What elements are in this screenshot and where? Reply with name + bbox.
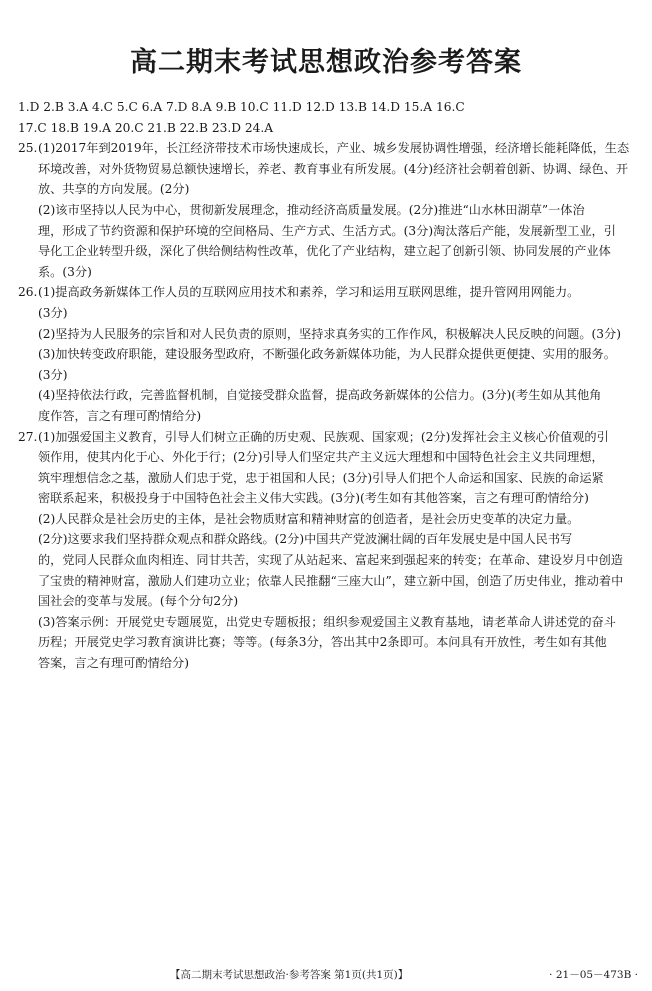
question-27-line: (2分)这要求我们坚持群众观点和群众路线。(2分)中国共产党波澜壮阔的百年发展史是中国人民书写: [38, 532, 573, 547]
page-title: 高二期末考试思想政治参考答案: [130, 47, 522, 78]
question-27-line: 筑牢理想信念之基，激励人们忠于党，忠于祖国和人民；(3分)引导人们把个人命运和国家、民族的命运紧: [38, 470, 604, 485]
question-26-line: (4)坚持依法行政，完善监督机制，自觉接受群众监督，提高政务新媒体的公信力。(3分)(考生如从其他角: [38, 388, 602, 403]
question-26-text: (1)提高政务新媒体工作人员的互联网应用技术和素养，学习和运用互联网思维，提升管网用网能力。: [38, 285, 580, 300]
question-27-line: 领作用，使其内化于心、外化于行；(2分)引导人们坚定共产主义远大理想和中国特色社会主义共同理想，: [38, 450, 604, 465]
question-26-line: (3分): [38, 305, 68, 320]
question-27-line: (2)人民群众是社会历史的主体，是社会物质财富和精神财富的创造者，是社会历史变革的决定力量。: [38, 511, 580, 526]
question-26-line: 度作答，言之有理可酌情给分): [38, 408, 202, 423]
question-27-line: 了宝贵的精神财富，激励人们建功立业；依靠人民推翻“三座大山”，建立新中国，创造了历史伟业，推动着中: [38, 573, 624, 588]
question-26-line: [18, 282, 640, 303]
question-27-line: 国社会的变革与发展。(每个分句2分): [38, 594, 239, 609]
question-27-line: (3)答案示例：开展党史专题展览，出党史专题板报；组织参观爱国主义教育基地，请老革命人讲述党的奋斗: [38, 614, 616, 629]
question-27: [18, 427, 640, 674]
question-25-line: 系。(3分): [38, 264, 92, 279]
question-25-text: (1)2017年到2019年，长江经济带技术市场快速成长，产业、城乡发展协调性增强，经济增长能耗降低，生态: [38, 141, 630, 156]
question-25-line: 环境改善，对外货物贸易总额快速增长，养老、教育事业有所发展。(4分)经济社会朝着创新、协调、绿色、开: [38, 161, 629, 176]
answer-content: [18, 97, 640, 674]
question-26-number: 26.: [18, 285, 38, 300]
footer-label: 【高二期末考试思想政治·参考答案 第1页(共1页)】: [170, 969, 409, 981]
document-code: · 21－05－473B ·: [549, 969, 638, 981]
question-25-number: 25.: [18, 141, 38, 156]
question-27-line: [18, 427, 640, 448]
question-27-line: 密联系起来，积极投身于中国特色社会主义伟大实践。(3分)(考生如有其他答案，言之有理可酌情给分): [38, 491, 589, 506]
question-27-line: 历程；开展党史学习教育演讲比赛；等等。(每条3分，答出其中2条即可。本问具有开放性，考生如有其他: [38, 635, 607, 650]
question-26: [18, 282, 640, 426]
choice-answers-row-2: 17.C 18.B 19.A 20.C 21.B 22.B 23.D 24.A: [18, 120, 274, 135]
page-footer: [0, 966, 652, 984]
question-27-number: 27.: [18, 429, 38, 444]
question-25-line: 理，形成了节约资源和保护环境的空间格局、生产方式、生活方式。(3分)淘汰落后产能，发展新型工业，引: [38, 223, 616, 238]
question-25-line: 导化工企业转型升级，深化了供给侧结构性改革，优化了产业结构，建立起了创新引领、协同发展的产业体: [38, 244, 611, 259]
question-26-line: (3分): [38, 367, 68, 382]
choice-answers-row-1: 1.D 2.B 3.A 4.C 5.C 6.A 7.D 8.A 9.B 10.C 11.D 12.D 13.B 14.D 15.A 16.C: [18, 100, 465, 114]
question-26-line: (2)坚持为人民服务的宗旨和对人民负责的原则，坚持求真务实的工作作风，积极解决人民反映的问题。(3分): [38, 326, 621, 341]
question-25: [18, 138, 640, 282]
question-26-line: (3)加快转变政府职能，建设服务型政府，不断强化政务新媒体功能，为人民群众提供更便捷、实用的服务。: [38, 347, 616, 362]
question-25-line: [18, 138, 640, 159]
question-25-line: (2)该市坚持以人民为中心，贯彻新发展理念，推动经济高质量发展。(2分)推进“山水林田湖草”一体治: [38, 202, 585, 217]
question-25-line: 放、共享的方向发展。(2分): [38, 182, 190, 197]
question-27-line: 答案，言之有理可酌情给分): [38, 656, 190, 671]
question-27-text: (1)加强爱国主义教育，引导人们树立正确的历史观、民族观、国家观；(2分)发挥社会主义核心价值观的引: [38, 429, 609, 444]
question-27-line: 的，党同人民群众血肉相连、同甘共苦，实现了从站起来、富起来到强起来的转变；在革命、建设岁月中创造: [38, 553, 623, 568]
